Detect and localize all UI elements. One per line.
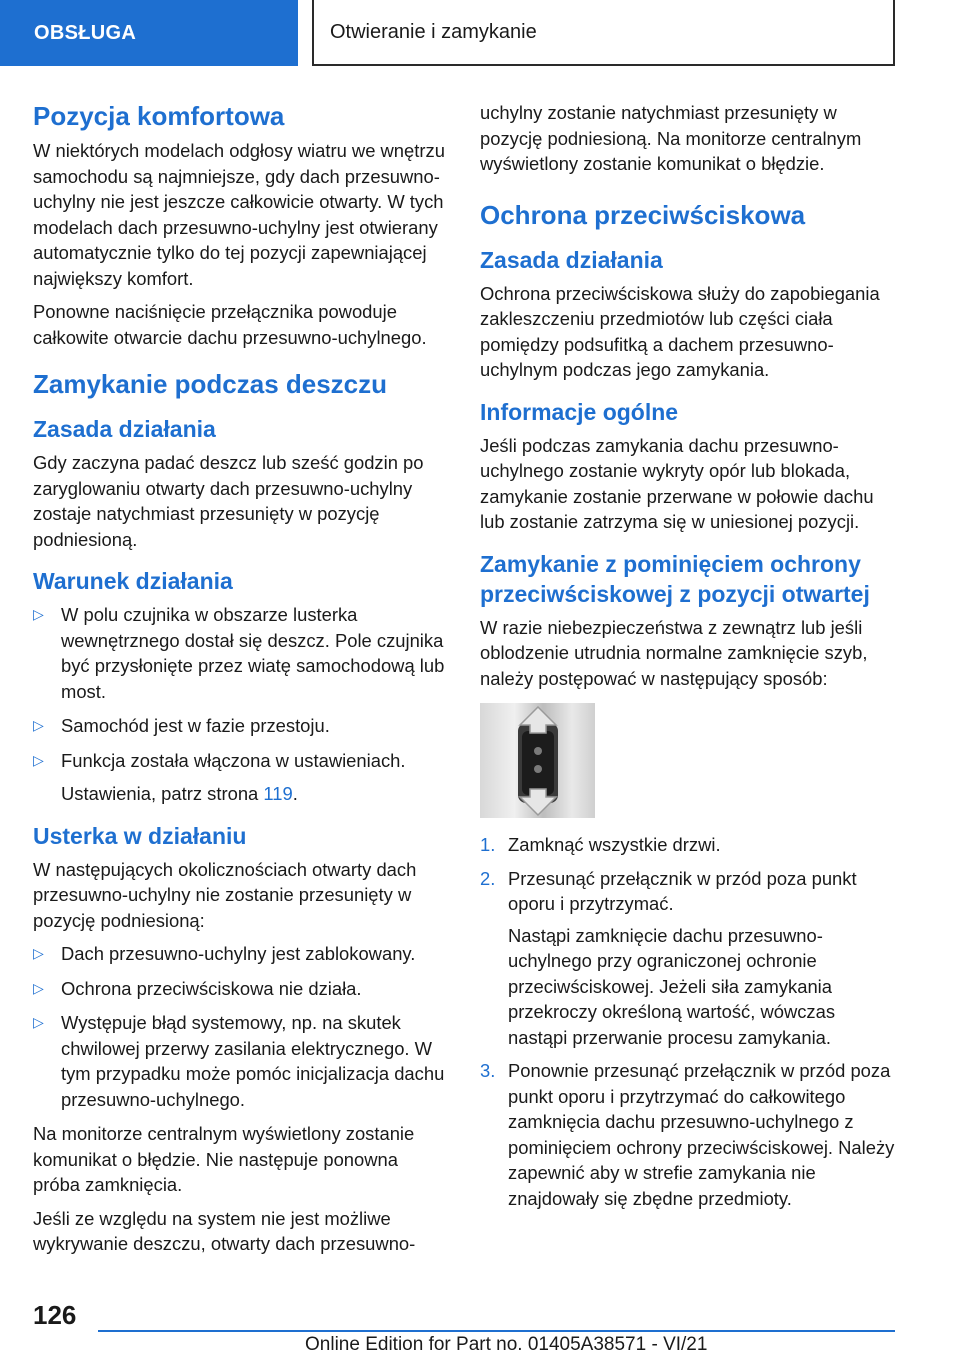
heading-anti-trap: Ochrona przeciwściskowa xyxy=(480,199,806,230)
section-tab: OBSŁUGA xyxy=(0,0,298,66)
step-list xyxy=(480,832,895,1211)
page-link[interactable]: 119 xyxy=(263,783,293,804)
footer-divider xyxy=(98,1330,895,1332)
bullet-triangle-icon: ▷ xyxy=(33,1014,44,1030)
heading-principle: Zasada działania xyxy=(480,246,663,273)
paragraph: W razie niebezpieczeństwa z zewnątrz lub jeśli oblodzenie utrudnia normalne zamknięcie szyb, należy postępować w następujący sposób: xyxy=(480,616,868,689)
paragraph: Ponowne naciśnięcie przełącznika powoduje całkowite otwarcie dachu przesuwno-uchylnego. xyxy=(33,301,427,348)
heading-principle: Zasada działania xyxy=(33,416,216,442)
step-item: 3. Ponownie przesunąć przełącznik w przód poza punkt oporu i przytrzymać do całkowitego zamknięcia dachu przesuwno-uchylnego z pominięciem ochrony przeciwściskowej. Należy zapewnić aby w strefie zamykania nie znajdowały się zbędne przedmioty. xyxy=(480,1060,895,1209)
settings-reference: Ustawienia, patrz strona 119. xyxy=(61,783,298,804)
heading-rain-closing: Zamykanie podczas deszczu xyxy=(33,369,388,399)
list-item: ▷ W polu czujnika w obszarze lusterka wewnętrznego dostał się deszcz. Pole czujnika być przysłonięte przez wiatę samochodową lub most. xyxy=(33,604,445,702)
sunroof-switch-icon xyxy=(480,703,595,818)
bullet-triangle-icon: ▷ xyxy=(33,717,44,733)
edition-footer: Online Edition for Part no. 01405A38571 - VI/21 xyxy=(305,1334,708,1355)
fault-list xyxy=(33,941,448,1112)
heading-comfort-position: Pozycja komfortowa xyxy=(33,101,285,131)
step-item: 2. Przesunąć przełącznik w przód poza punkt oporu i przytrzymać. Nastąpi zamknięcie dachu przesuwno-uchylnego przy ograniczonej ochronie przeciwściskowej. Jeżeli siła zamykania przekroczy określoną wartość, wówczas nastąpi przerwanie procesu zamykania. xyxy=(480,866,895,1051)
heading-general-info: Informacje ogólne xyxy=(480,398,679,425)
heading-fault: Usterka w działaniu xyxy=(33,822,247,849)
bullet-triangle-icon: ▷ xyxy=(33,945,44,961)
list-item: ▷ Funkcja została włączona w ustawieniach. Ustawienia, patrz strona 119. xyxy=(33,748,448,807)
paragraph: Jeśli podczas zamykania dachu przesuwno-uchylnego zostanie wykryty opór lub blokada, zamykanie zostanie przerwane w połowie dachu lub zostanie zatrzyma się w uniesionej pozycji. xyxy=(480,434,874,532)
list-item: ▷ Dach przesuwno-uchylny jest zablokowany. xyxy=(33,941,448,967)
list-item: ▷ Występuje błąd systemowy, np. na skutek chwilowej przerwy zasilania elektrycznego. W tym przypadku może pomóc inicjalizacja dachu przesuwno-uchylnego. xyxy=(33,1012,445,1110)
bullet-triangle-icon: ▷ xyxy=(33,606,44,622)
page-number: 126 xyxy=(33,1300,77,1330)
heading-override: Zamykanie z pominięciem ochrony przeciwściskowej z pozycji otwartej xyxy=(480,550,870,607)
step-item: 1. Zamknąć wszystkie drzwi. xyxy=(480,834,721,855)
chapter-title: Otwieranie i zamykanie xyxy=(312,0,895,66)
paragraph: W niektórych modelach odgłosy wiatru we wnętrzu samochodu są najmniejsze, gdy dach przesuwno-uchylny nie jest jeszcze całkowicie otwarty. W tych modelach dach przesuwno-uchylny jest otwierany automatycznie tylko do tej pozycji zapewniającej największy komfort. xyxy=(33,140,445,289)
bullet-triangle-icon: ▷ xyxy=(33,979,44,996)
left-column xyxy=(33,100,448,1265)
bullet-triangle-icon: ▷ xyxy=(33,751,44,768)
step-note: Nastąpi zamknięcie dachu przesuwno-uchylnego przy ograniczonej ochronie przeciwściskowej. Jeżeli siła zamykania przekroczy określoną wartość, wówczas nastąpi przerwanie procesu zamykania. xyxy=(508,924,836,1048)
paragraph: W następujących okolicznościach otwarty dach przesuwno-uchylny nie zostanie przesunięty w pozycję podniesioną: xyxy=(33,858,417,931)
sunroof-switch-image xyxy=(480,703,595,818)
paragraph: Jeśli ze względu na system nie jest możliwe wykrywanie deszczu, otwarty dach przesuwno- xyxy=(33,1207,416,1254)
paragraph: Ochrona przeciwściskowa służy do zapobiegania zakleszczeniu przedmiotów lub części ciała pomiędzy podsufitką a dachem przesuwno-uchylnym podczas jego zamykania. xyxy=(480,282,880,380)
paragraph: Na monitorze centralnym wyświetlony zostanie komunikat o błędzie. Nie następuje ponowna próba zamknięcia. xyxy=(33,1123,415,1195)
paragraph: uchylny zostanie natychmiast przesunięty w pozycję podniesioną. Na monitorze centralnym wyświetlony zostanie komunikat o błędzie. xyxy=(480,102,862,174)
right-column xyxy=(480,100,895,1219)
list-item: ▷ Ochrona przeciwściskowa nie działa. xyxy=(33,976,448,1002)
heading-condition: Warunek działania xyxy=(33,568,233,594)
paragraph: Gdy zaczyna padać deszcz lub sześć godzin po zaryglowaniu otwarty dach przesuwno-uchylny zostaje natychmiast przesunięty w pozycję podniesioną. xyxy=(33,452,424,550)
condition-list xyxy=(33,602,448,807)
list-item: ▷ Samochód jest w fazie przestoju. xyxy=(33,713,448,739)
